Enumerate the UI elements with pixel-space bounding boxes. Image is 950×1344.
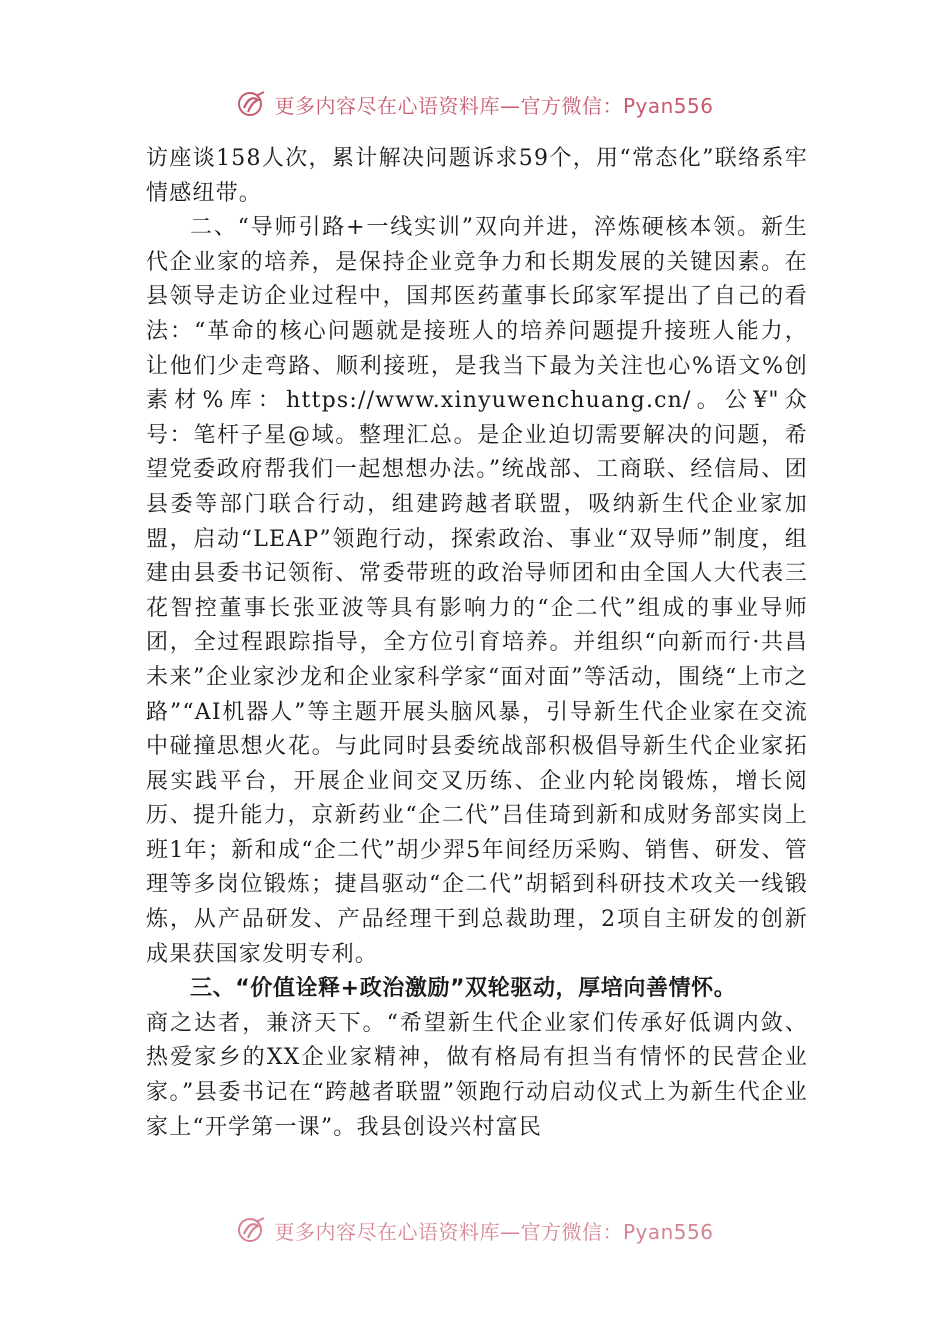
section-heading-three: 三、“价值诠释+政治激励”双轮驱动，厚培向善情怀。 [190,976,737,1002]
swirl-logo-icon [236,88,268,120]
watermark-banner-bottom [0,1212,950,1248]
paragraph-section-three: 商之达者，兼济天下。“希望新生代企业家们传承好低调内敛、热爱家乡的XX企业家精神，做有格局有担当有情怀的民营企业家。”县委书记在“跨越者联盟”领跑行动启动仪式上为新生代企业家上“开学第一课”。我县创设兴村富民 [146,1010,808,1140]
document-body [146,142,808,1145]
paragraph-section-two: 二、“导师引路+一线实训”双向并进，淬炼硬核本领。新生代企业家的培养，是保持企业竞争力和长期发展的关键因素。在县领导走访企业过程中，国邦医药董事长邱家军提出了自己的看法：“革命的核心问题就是接班人的培养问题提升接班人能力，让他们少走弯路、顺利接班，是我当下最为关注也心%语文%创素材%库：https://www.xinyuwenchuang.cn/。公¥"众号：笔杆子星@域。整理汇总。是企业迫切需要解决的问题，希望党委政府帮我们一起想想办法。”统战部、工商联、经信局、团县委等部门联合行动，组建跨越者联盟，吸纳新生代企业家加盟，启动“LEAP”领跑行动，探索政治、事业“双导师”制度，组建由县委书记领衔、常委带班的政治导师团和由全国人大代表三花智控董事长张亚波等具有影响力的“企二代”组成的事业导师团，全过程跟踪指导，全方位引育培养。并组织“向新而行·共昌未来”企业家沙龙和企业家科学家“面对面”等活动，围绕“上市之路”“AI机器人”等主题开展头脑风暴，引导新生代企业家在交流中碰撞思想火花。与此同时县委统战部积极倡导新生代企业家拓展实践平台，开展企业间交叉历练、企业内轮岗锻炼，增长阅历、提升能力，京新药业“企二代”吕佳琦到新和成财务部实岗上班1年；新和成“企二代”胡少羿5年间经历采购、销售、研发、管理等多岗位锻炼；捷昌驱动“企二代”胡韬到科研技术攻关一线锻炼，从产品研发、产品经理干到总裁助理，2项自主研发的创新成果获国家发明专利。 [146,215,808,967]
watermark-banner-top [0,86,950,122]
watermark-text: 更多内容尽在心语资料库—官方微信：Pyan556 [274,1219,714,1244]
watermark-text: 更多内容尽在心语资料库—官方微信：Pyan556 [274,93,714,118]
paragraph-continued: 访座谈158人次，累计解决问题诉求59个，用“常态化”联络系牢情感纽带。 [146,146,808,206]
swirl-logo-icon [236,1214,268,1246]
